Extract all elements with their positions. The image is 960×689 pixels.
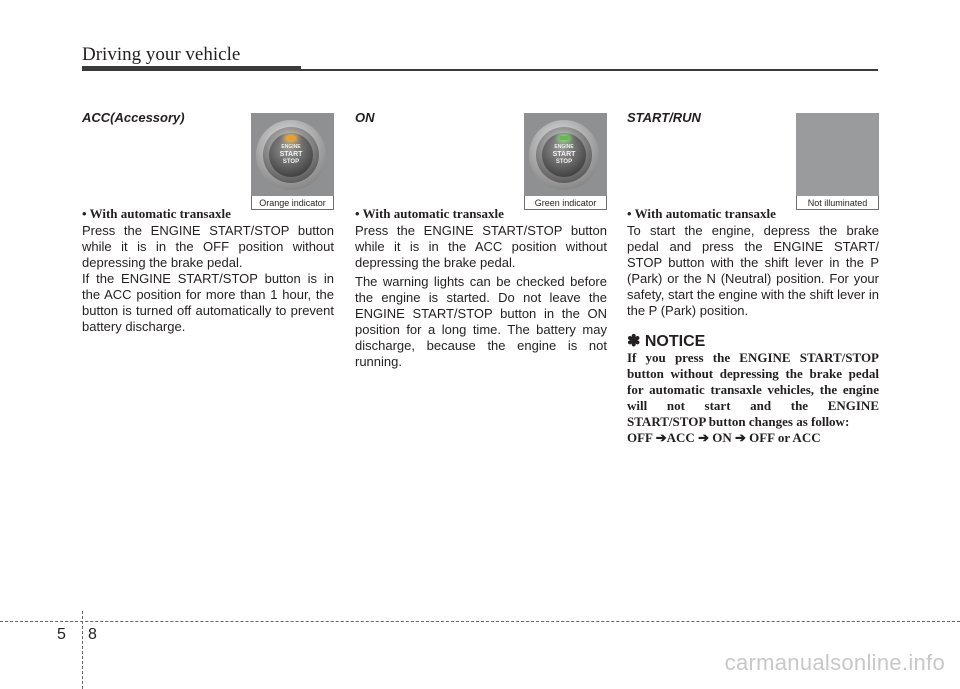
subheading: • With automatic transaxle	[82, 206, 231, 221]
photo-caption: Orange indicator	[251, 196, 334, 210]
paragraph: If the ENGINE START/STOP button is in the ACC position for more than 1 hour, the button is turned off automatically to prevent battery discharge.	[82, 271, 334, 334]
section-body	[82, 223, 334, 338]
notice-body	[627, 350, 879, 446]
footer-divider	[82, 611, 83, 689]
section-acc	[82, 110, 334, 334]
footer-rule	[0, 621, 960, 622]
notice-text: If you press the ENGINE START/STOP button without depressing the brake pedal for automatic transaxle vehicles, the engine will not start and the ENGINE START/STOP button changes as follow:	[627, 350, 879, 429]
paragraph: Press the ENGINE START/STOP button while it is in the ACC position without depressing the brake pedal.	[355, 223, 607, 270]
green-indicator-lamp	[559, 136, 569, 140]
header-rule-thick	[82, 66, 301, 71]
subheading: • With automatic transaxle	[627, 206, 776, 221]
photo-caption: Not illuminated	[796, 196, 879, 210]
section-body	[627, 223, 879, 322]
orange-indicator-lamp	[286, 136, 296, 140]
notice-sequence: OFF ➔ACC ➔ ON ➔ OFF or ACC	[627, 430, 821, 445]
button-photo-orange	[251, 113, 334, 211]
section-title: START/RUN	[627, 110, 701, 125]
section-start-run	[627, 110, 879, 445]
engine-start-button-icon: ENGINE START STOP	[256, 120, 326, 190]
paragraph: Press the ENGINE START/STOP button while it is in the OFF position without depressing the brake pedal.	[82, 223, 334, 270]
button-photo-placeholder	[796, 113, 879, 196]
header-rule-thin	[301, 69, 878, 71]
button-photo-green	[524, 113, 607, 211]
notice-title: ✽ NOTICE	[627, 333, 706, 350]
paragraph: The warning lights can be checked before the engine is started. Do not leave the ENGINE START/STOP button in the ON position for a long time. The battery may discharge, because the engine is not running.	[355, 274, 607, 369]
section-on	[355, 110, 607, 369]
button-photo-unlit	[796, 113, 879, 211]
chapter-number: 5	[57, 626, 66, 643]
section-title: ACC(Accessory)	[82, 110, 185, 125]
section-body	[355, 223, 607, 373]
paragraph: To start the engine, depress the brake pedal and press the ENGINE START/ STOP button with the shift lever in the P (Park) or the N (Neutral) position. For your safety, start the engine with the shift lever in the P (Park) position.	[627, 223, 879, 318]
watermark: carmanualsonline.info	[724, 650, 945, 675]
page-header-title: Driving your vehicle	[82, 44, 241, 65]
engine-start-button-icon: ENGINE START STOP	[529, 120, 599, 190]
section-title: ON	[355, 110, 375, 125]
photo-caption: Green indicator	[524, 196, 607, 210]
subheading: • With automatic transaxle	[355, 206, 504, 221]
page-number: 8	[88, 626, 97, 643]
